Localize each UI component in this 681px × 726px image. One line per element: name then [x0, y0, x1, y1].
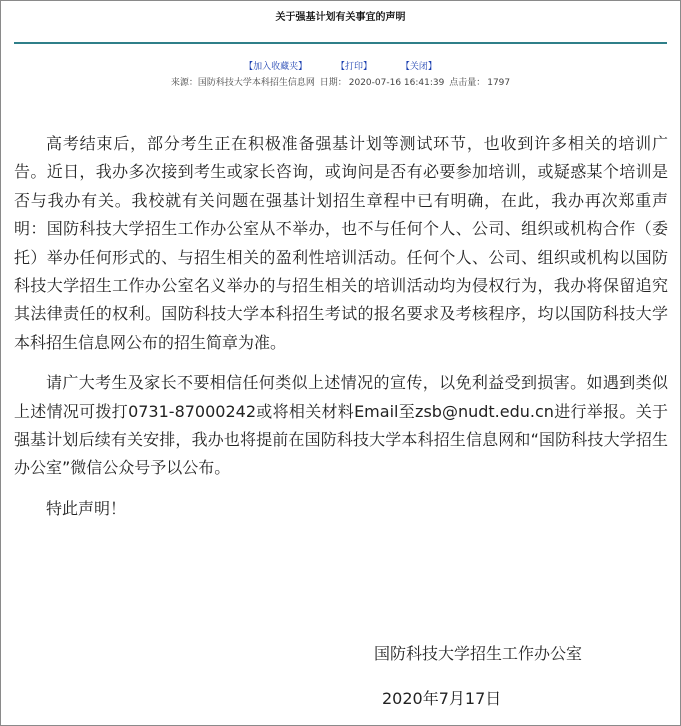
- views-label: 点击量：: [449, 78, 486, 88]
- views-value: 1797: [487, 78, 511, 88]
- paragraph: 特此声明！: [46, 498, 127, 518]
- action-links: [0, 59, 681, 72]
- title-divider: [14, 42, 667, 44]
- add-favorite-link[interactable]: 【加入收藏夹】: [244, 62, 308, 72]
- close-link[interactable]: 【关闭】: [400, 62, 437, 72]
- article-body: [14, 130, 668, 523]
- paragraph: 高考结束后，部分考生正在积极准备强基计划等测试环节，也收到许多相关的培训广告。近日，我办多次接到考生或家长咨询，或询问是否有必要参加培训，或疑惑某个培训是否与我办有关。我校就有关问题在强基计划招生章程中已有明确，在此，我办再次郑重声明：国防科技大学招生工作办公室从不举办，也不与任何个人、公司、组织或机构合作（委托）举办任何形式的、与招生相关的盈利性培训活动。任何个人、公司、组织或机构以国防科技大学招生工作办公室名义举办的与招生相关的培训活动均为侵权行为，我办将保留追究其法律责任的权利。国防科技大学本科招生考试的报名要求及考核程序，均以国防科技大学本科招生信息网公布的招生简章为准。: [14, 134, 668, 352]
- signature-date: 2020年7月17日: [382, 689, 502, 708]
- page-title: 关于强基计划有关事宜的声明: [275, 12, 406, 23]
- article-meta: [0, 75, 681, 88]
- signature-organization: 国防科技大学招生工作办公室: [374, 644, 583, 663]
- source-label: 来源：国防科技大学本科招生信息网: [170, 78, 315, 88]
- date-label: 日期：: [319, 78, 347, 88]
- paragraph: 请广大考生及家长不要相信任何类似上述情况的宣传，以免利益受到损害。如遇到类似上述情况可拨打0731-87000242或将相关材料Email至zsb@nudt.edu.cn进行举报。关于强基计划后续有关安排，我办也将提前在国防科技大学本科招生信息网和“国防科技大学招生办公室”微信公众号予以公布。: [14, 373, 668, 478]
- date-value: 2020-07-16 16:41:39: [348, 78, 445, 88]
- print-link[interactable]: 【打印】: [335, 62, 372, 72]
